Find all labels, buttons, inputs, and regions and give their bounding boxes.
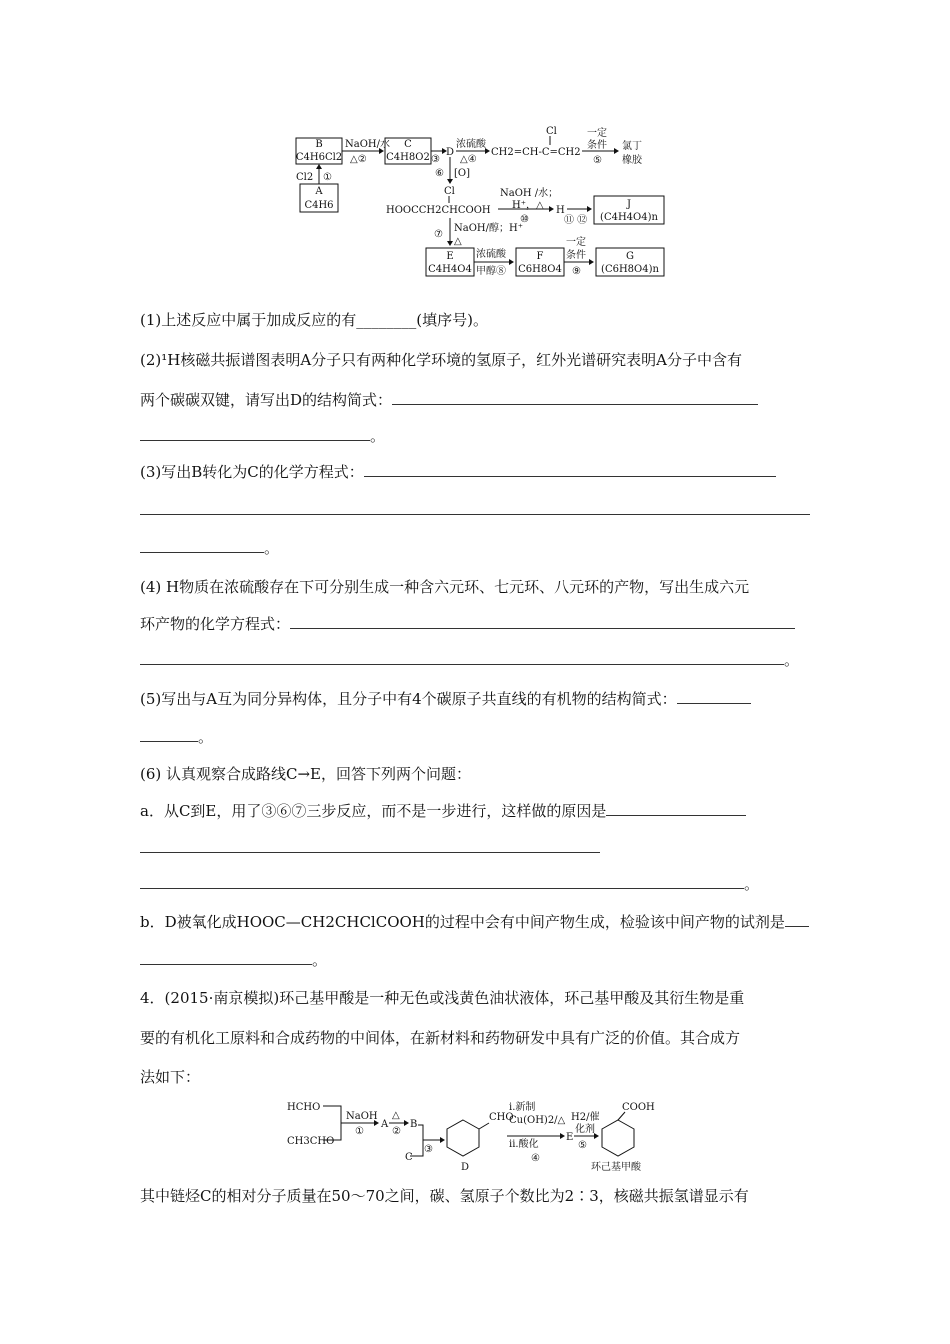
question-6: (6) 认真观察合成路线C→E，回答下列两个问题：: [140, 765, 472, 783]
carboxyl-group: COOH: [622, 1102, 655, 1113]
question-5-text: (5)写出与A互为同分异构体，且分子中有4个碳原子共直线的有机物的结构简式：: [140, 690, 677, 708]
compound-b-label: B: [315, 139, 323, 150]
answer-blank-2b[interactable]: [140, 426, 370, 441]
question-2-line1: (2)¹H核磁共振谱图表明A分子只有两种化学环境的氢原子，红外光谱研究表明A分子中含有: [140, 351, 743, 369]
question-6a-text: a．从C到E，用了③⑥⑦三步反应，而不是一步进行，这样做的原因是: [140, 802, 607, 820]
answer-blank-5a[interactable]: [677, 689, 751, 704]
h2-cat: H2/催: [571, 1112, 600, 1123]
step-1: ①: [323, 172, 332, 183]
rubber-line1: 氯丁: [622, 141, 642, 152]
period: 。: [198, 728, 214, 746]
cond-top-2: 一定: [566, 237, 586, 248]
step-3: ③: [431, 154, 440, 165]
question-6b-text: b．D被氧化成HOOC—CH2CHClCOOH的过程中会有中间产物生成，检验该中间产物的试剂是: [140, 913, 785, 931]
problem-4-line3: 法如下：: [140, 1068, 201, 1086]
heat: △: [392, 1110, 400, 1121]
cl2-reagent: Cl2: [296, 172, 314, 183]
compound-c-label: C: [404, 139, 412, 150]
rubber-line2: 橡胶: [622, 155, 642, 166]
answer-blank-6a3[interactable]: [140, 874, 744, 889]
question-1: (1)上述反应中属于加成反应的有________(填序号)。: [140, 311, 488, 329]
methanol-step8: 甲醇⑧: [476, 266, 506, 277]
question-5-line1: [140, 689, 751, 709]
compound-g-label: G: [626, 251, 634, 262]
product-name: 环己基甲酸: [591, 1162, 641, 1173]
answer-blank-3a[interactable]: [364, 462, 776, 477]
naoh-water: NaOH/水: [345, 139, 390, 150]
answer-blank-6b2[interactable]: [140, 950, 312, 965]
question-6a-line3: [140, 874, 759, 894]
question-5-line2: [140, 727, 213, 747]
answer-blank-5b[interactable]: [140, 727, 198, 742]
cl-substituent: Cl: [444, 186, 455, 197]
compound-a-formula: C4H6: [304, 200, 334, 211]
final-line: 其中链烃C的相对分子质量在50～70之间，碳、氢原子个数比为2∶3，核磁共振氢谱显示有: [140, 1187, 749, 1205]
compound-e-label: E: [446, 251, 454, 262]
compound-j-formula: (C4H4O4)n: [600, 212, 658, 223]
question-2-line3: [140, 426, 385, 446]
step-2: ②: [392, 1126, 401, 1137]
compound-f-label: F: [536, 251, 544, 262]
cond-bottom-1: 条件: [587, 140, 607, 151]
compound-e-formula: C4H4O4: [428, 264, 472, 275]
synthesis-scheme-1: [290, 120, 670, 282]
question-6a-line2: [140, 838, 600, 858]
answer-blank-2a[interactable]: [392, 390, 758, 405]
compound-f-formula: C6H8O4: [518, 264, 562, 275]
cond-bottom-2: 条件: [566, 250, 586, 261]
hcho: HCHO: [287, 1102, 321, 1113]
question-2-line2: [140, 390, 758, 410]
compound-c-formula: C4H8O2: [386, 152, 430, 163]
step-2: △②: [350, 154, 367, 165]
cyclohexane-ring: [602, 1120, 634, 1156]
reagent-fresh: i.新制: [509, 1102, 536, 1113]
question-3-line2: [140, 500, 810, 520]
question-6b-line1: [140, 912, 809, 932]
answer-blank-4b[interactable]: [140, 650, 784, 665]
catalyst: 化剂: [575, 1124, 595, 1135]
h-heat: H⁺，△: [512, 200, 544, 211]
synthesis-scheme-2: [285, 1098, 675, 1174]
period: 。: [312, 951, 328, 969]
answer-blank-3c[interactable]: [140, 538, 264, 553]
step-4: △④: [460, 154, 477, 165]
heat-7: △: [454, 236, 462, 247]
period: 。: [744, 875, 760, 893]
conc-h2so4-1: 浓硫酸: [456, 139, 486, 150]
period: 。: [784, 651, 800, 669]
conc-h2so4-2: 浓硫酸: [476, 249, 506, 260]
question-6a-line1: [140, 801, 746, 821]
question-3-line3: [140, 538, 279, 558]
compound-h: H: [556, 205, 565, 216]
problem-4-line2: 要的有机化工原料和合成药物的中间体，在新材料和药物研发中具有广泛的价值。其合成方: [140, 1029, 741, 1047]
problem-4-line1: 4．(2015·南京模拟)环己基甲酸是一种无色或浅黄色油状液体，环己基甲酸及其衍生物是重: [140, 989, 745, 1007]
answer-blank-3b[interactable]: [140, 500, 810, 515]
step-1: ①: [355, 1126, 364, 1137]
step-5: ⑤: [593, 155, 602, 166]
question-6b-line2: [140, 950, 327, 970]
question-4-text: 环产物的化学方程式：: [140, 615, 291, 633]
step-7: ⑦: [434, 229, 443, 240]
compound-e: E: [566, 1132, 574, 1143]
reagent-cuoh2: Cu(OH)2/△: [509, 1115, 566, 1126]
question-4-line2: [140, 614, 795, 634]
compound-b: B: [410, 1119, 418, 1130]
naoh: NaOH: [346, 1111, 378, 1122]
question-3-text: (3)写出B转化为C的化学方程式：: [140, 463, 364, 481]
step-10: ⑩: [520, 214, 529, 225]
step-6: ⑥: [435, 168, 444, 179]
period: 。: [264, 539, 280, 557]
compound-c: C: [405, 1152, 413, 1163]
aldehyde-group: CHO: [489, 1112, 514, 1123]
question-2-text: 两个碳碳双键，请写出D的结构简式：: [140, 391, 393, 409]
step-9: ⑨: [572, 266, 581, 277]
question-4-line3: [140, 650, 799, 670]
naoh-water-h: NaOH /水；: [500, 188, 559, 199]
compound-j-label: J: [626, 199, 632, 210]
compound-a: A: [381, 1119, 389, 1130]
step-5: ⑤: [578, 1140, 587, 1151]
cond-top-1: 一定: [587, 128, 607, 139]
step-3: ③: [424, 1144, 433, 1155]
answer-blank-6a1[interactable]: [606, 801, 746, 816]
cyclohexene-ring: [447, 1120, 479, 1156]
naoh-alcohol: NaOH/醇；H⁺: [454, 223, 523, 234]
compound-g-formula: (C6H8O4)n: [601, 264, 659, 275]
step-11-12: ⑪ ⑫: [564, 215, 588, 226]
answer-blank-6a2[interactable]: [140, 838, 600, 853]
reagent-acidify: ii.酸化: [509, 1139, 539, 1150]
question-3-line1: [140, 462, 776, 482]
question-4-line1: (4) H物质在浓硫酸存在下可分别生成一种含六元环、七元环、八元环的产物，写出生成六元: [140, 578, 750, 596]
compound-d: D: [446, 147, 455, 158]
acetaldehyde: CH3CHO: [287, 1136, 335, 1147]
chloroprene: CH2=CH-C=CH2: [491, 147, 581, 158]
chlorosuccinic-acid: HOOCCH2CHCOOH: [386, 205, 491, 216]
answer-blank-6b1[interactable]: [785, 912, 809, 927]
answer-blank-4a[interactable]: [290, 614, 795, 629]
oxidation: [O]: [454, 168, 471, 179]
period: 。: [370, 427, 386, 445]
chloroprene-cl: Cl: [546, 126, 557, 137]
compound-d: D: [461, 1162, 470, 1173]
compound-a-label: A: [315, 186, 323, 197]
compound-b-formula: C4H6Cl2: [295, 152, 343, 163]
step-4: ④: [531, 1153, 540, 1164]
